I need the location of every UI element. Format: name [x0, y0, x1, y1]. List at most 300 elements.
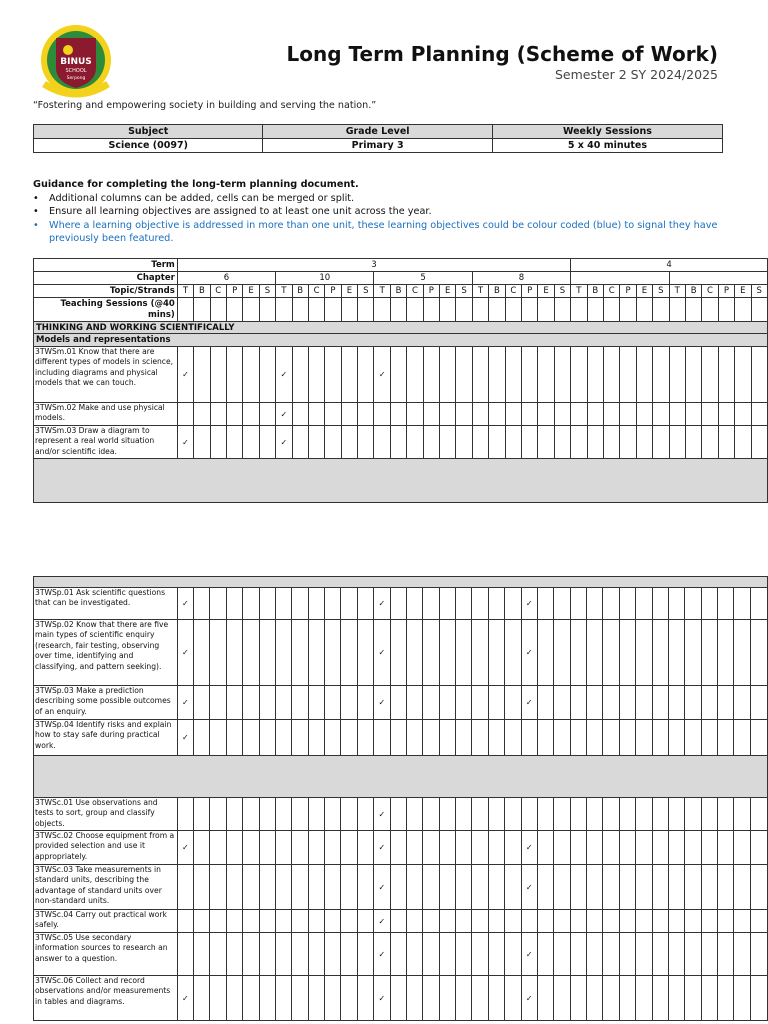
strand-cell	[653, 426, 669, 459]
strand-cell	[587, 933, 603, 976]
strand-letter: C	[210, 285, 226, 298]
term-value: 4	[571, 259, 768, 272]
strand-cell	[357, 588, 373, 620]
sessions-label: Teaching Sessions (@40 mins)	[34, 298, 178, 322]
strand-cell	[587, 298, 603, 322]
section-row	[34, 577, 768, 588]
strand-cell	[488, 686, 504, 720]
term-value: 3	[177, 259, 570, 272]
blank-section	[34, 459, 768, 503]
strand-cell	[292, 403, 308, 426]
strand-cell	[406, 686, 422, 720]
strand-cell	[734, 831, 750, 865]
check-mark: ✓	[374, 976, 390, 1021]
strand-cell	[226, 403, 242, 426]
check-mark: ✓	[374, 933, 390, 976]
strand-cell	[390, 298, 406, 322]
strand-cell	[619, 865, 635, 910]
strand-cell	[177, 865, 193, 910]
strand-cell	[718, 588, 734, 620]
strand-cell	[669, 347, 685, 403]
strand-cell	[226, 298, 242, 322]
strand-cell	[636, 620, 652, 686]
strand-cell	[210, 588, 226, 620]
strand-cell	[358, 347, 374, 403]
strand-cell	[472, 686, 488, 720]
strand-cell	[423, 831, 439, 865]
strand-letter: B	[489, 285, 505, 298]
strand-cell	[357, 686, 373, 720]
strand-cell	[734, 976, 750, 1021]
strand-letter: T	[374, 285, 390, 298]
strand-cell	[325, 298, 341, 322]
strand-cell	[390, 976, 406, 1021]
strand-cell	[243, 865, 259, 910]
strand-cell	[668, 588, 684, 620]
strand-cell	[456, 831, 472, 865]
strand-cell	[194, 933, 210, 976]
strand-cell	[210, 347, 226, 403]
strand-cell	[505, 798, 521, 831]
strand-cell	[226, 865, 242, 910]
strand-cell	[488, 620, 504, 686]
strand-cell	[210, 865, 226, 910]
strand-cell	[554, 976, 570, 1021]
check-mark: ✓	[374, 588, 390, 620]
strand-cell	[423, 347, 439, 403]
strand-cell	[554, 426, 570, 459]
strand-cell	[341, 588, 357, 620]
strand-cell	[407, 298, 423, 322]
strand-cell	[423, 976, 439, 1021]
grade-level-value: Primary 3	[263, 139, 492, 153]
strand-cell	[718, 403, 734, 426]
objective-text: 3TWSm.01 Know that there are different types of models in science, including diagrams and physical models that we can touch.	[34, 347, 178, 403]
strand-cell	[259, 588, 275, 620]
strand-cell	[358, 298, 374, 322]
strand-cell	[439, 720, 455, 756]
strand-cell	[619, 798, 635, 831]
strand-letter: B	[390, 285, 406, 298]
strand-cell	[423, 403, 439, 426]
strand-cell	[489, 298, 505, 322]
strand-cell	[603, 588, 619, 620]
strand-cell	[357, 831, 373, 865]
strand-cell	[636, 933, 652, 976]
strand-cell	[456, 588, 472, 620]
strand-cell	[538, 347, 554, 403]
strand-cell	[587, 798, 603, 831]
strand-cell	[439, 976, 455, 1021]
strand-letter: E	[243, 285, 259, 298]
strand-cell	[194, 831, 210, 865]
strand-cell	[390, 831, 406, 865]
strand-cell	[718, 831, 734, 865]
strand-cell	[652, 720, 668, 756]
strand-cell	[620, 298, 636, 322]
strand-cell	[554, 798, 570, 831]
strand-letter: S	[456, 285, 472, 298]
strand-cell	[652, 588, 668, 620]
strand-cell	[472, 831, 488, 865]
strand-cell	[603, 720, 619, 756]
strand-cell	[325, 865, 341, 910]
strand-cell	[619, 933, 635, 976]
strand-cell	[259, 798, 275, 831]
strand-cell	[374, 426, 390, 459]
objective-row	[34, 831, 768, 865]
strand-cell	[685, 403, 701, 426]
strand-cell	[701, 686, 717, 720]
strand-cell	[406, 620, 422, 686]
strand-cell	[325, 620, 341, 686]
strand-cell	[669, 426, 685, 459]
strand-cell	[325, 720, 341, 756]
logo-text-2: SCHOOL	[65, 68, 87, 74]
strand-cell	[259, 831, 275, 865]
strand-cell	[341, 298, 357, 322]
strand-cell	[259, 976, 275, 1021]
strand-cell	[685, 910, 701, 933]
strand-cell	[619, 588, 635, 620]
strand-cell	[275, 798, 291, 831]
strand-letter: S	[554, 285, 570, 298]
strand-cell	[275, 720, 291, 756]
strand-cell	[341, 686, 357, 720]
strand-cell	[472, 298, 488, 322]
strand-cell	[734, 865, 750, 910]
school-motto: “Fostering and empowering society in building and serving the nation.”	[33, 100, 377, 111]
strand-cell	[275, 620, 291, 686]
strand-cell	[554, 347, 570, 403]
strand-cell	[489, 426, 505, 459]
strand-cell	[341, 976, 357, 1021]
strand-cell	[554, 298, 570, 322]
strand-cell	[718, 798, 734, 831]
strand-cell	[685, 976, 701, 1021]
strand-cell	[750, 910, 767, 933]
objective-text: 3TWSm.02 Make and use physical models.	[34, 403, 178, 426]
strand-cell	[423, 620, 439, 686]
subsection-heading: Models and representations	[34, 334, 768, 347]
strand-cell	[554, 933, 570, 976]
strand-cell	[439, 865, 455, 910]
strand-cell	[488, 933, 504, 976]
strand-cell	[292, 686, 308, 720]
strand-cell	[423, 798, 439, 831]
strand-cell	[636, 686, 652, 720]
chapter-value	[571, 272, 669, 285]
strand-cell	[668, 933, 684, 976]
strand-cell	[275, 686, 291, 720]
strand-cell	[259, 620, 275, 686]
strand-cell	[636, 976, 652, 1021]
strand-cell	[570, 976, 586, 1021]
objective-row	[34, 798, 768, 831]
strand-cell	[521, 298, 537, 322]
strand-cell	[505, 910, 521, 933]
strand-cell	[619, 620, 635, 686]
strand-cell	[751, 347, 768, 403]
spacer-row	[34, 756, 768, 798]
strand-cell	[619, 720, 635, 756]
strand-cell	[652, 933, 668, 976]
strand-cell	[194, 686, 210, 720]
strand-cell	[243, 426, 259, 459]
strand-cell	[603, 298, 619, 322]
strand-cell	[226, 976, 242, 1021]
strand-cell	[325, 686, 341, 720]
strand-cell	[276, 298, 292, 322]
strand-cell	[488, 976, 504, 1021]
strand-cell	[275, 831, 291, 865]
strand-cell	[570, 720, 586, 756]
objective-text: 3TWSc.02 Choose equipment from a provided selection and use it appropriately.	[34, 831, 178, 865]
strand-cell	[325, 403, 341, 426]
strand-cell	[439, 798, 455, 831]
strand-cell	[505, 588, 521, 620]
strand-cell	[325, 831, 341, 865]
strand-cell	[685, 798, 701, 831]
strand-cell	[390, 720, 406, 756]
strand-cell	[308, 298, 324, 322]
strand-cell	[292, 426, 308, 459]
check-mark: ✓	[374, 798, 390, 831]
strand-cell	[734, 798, 750, 831]
strand-cell	[554, 720, 570, 756]
strand-cell	[734, 588, 750, 620]
strand-cell	[751, 426, 768, 459]
strand-cell	[226, 347, 242, 403]
strand-cell	[440, 403, 456, 426]
strand-cell	[390, 865, 406, 910]
strand-cell	[275, 865, 291, 910]
strand-cell	[406, 865, 422, 910]
strand-cell	[292, 831, 308, 865]
strand-cell	[537, 910, 553, 933]
strand-cell	[702, 347, 718, 403]
strand-cell	[259, 933, 275, 976]
strand-cell	[308, 686, 324, 720]
strand-cell	[718, 620, 734, 686]
subject-value: Science (0097)	[34, 139, 263, 153]
strand-cell	[292, 298, 308, 322]
objective-row	[34, 910, 768, 933]
strand-letter: P	[620, 285, 636, 298]
strand-cell	[406, 976, 422, 1021]
strand-cell	[537, 720, 553, 756]
strand-cell	[407, 403, 423, 426]
strand-letter: E	[538, 285, 554, 298]
strand-cell	[603, 347, 619, 403]
strand-cell	[456, 620, 472, 686]
page-title: Long Term Planning (Scheme of Work)	[286, 42, 718, 66]
strand-cell	[210, 910, 226, 933]
strand-cell	[194, 588, 210, 620]
check-mark: ✓	[374, 347, 390, 403]
strand-cell	[259, 347, 275, 403]
strand-cell	[636, 403, 652, 426]
strand-cell	[243, 298, 259, 322]
strand-cell	[194, 910, 210, 933]
strand-cell	[750, 798, 767, 831]
strand-letter: P	[226, 285, 242, 298]
strand-cell	[636, 347, 652, 403]
strand-cell	[341, 347, 357, 403]
strand-cell	[472, 720, 488, 756]
strand-cell	[341, 865, 357, 910]
strand-cell	[685, 865, 701, 910]
strand-letter: S	[358, 285, 374, 298]
strand-cell	[243, 976, 259, 1021]
strand-cell	[636, 910, 652, 933]
objective-text: 3TWSc.03 Take measurements in standard units, describing the advantage of standard units over non-standard units.	[34, 865, 178, 910]
strand-cell	[177, 298, 193, 322]
strand-cell	[456, 933, 472, 976]
strand-cell	[358, 403, 374, 426]
strand-cell	[652, 865, 668, 910]
strand-cell	[571, 426, 587, 459]
topic-label: Topic/Strands	[34, 285, 178, 298]
strand-letter: S	[751, 285, 768, 298]
strand-cell	[505, 403, 521, 426]
strand-cell	[488, 798, 504, 831]
strand-cell	[587, 426, 603, 459]
strand-cell	[620, 403, 636, 426]
strand-cell	[292, 865, 308, 910]
strand-cell	[685, 298, 701, 322]
strand-cell	[226, 798, 242, 831]
strand-cell	[701, 831, 717, 865]
strand-cell	[456, 720, 472, 756]
objective-row	[34, 933, 768, 976]
strand-cell	[243, 798, 259, 831]
objective-text: 3TWSc.05 Use secondary information sources to research an answer to a question.	[34, 933, 178, 976]
strand-cell	[472, 976, 488, 1021]
strand-cell	[734, 933, 750, 976]
check-mark: ✓	[521, 588, 537, 620]
strand-cell	[226, 831, 242, 865]
strand-cell	[751, 403, 768, 426]
strand-cell	[243, 720, 259, 756]
strand-cell	[701, 976, 717, 1021]
strand-cell	[194, 403, 210, 426]
strand-cell	[292, 588, 308, 620]
strand-cell	[505, 620, 521, 686]
strand-cell	[521, 798, 537, 831]
strand-cell	[603, 403, 619, 426]
strand-cell	[194, 865, 210, 910]
strand-cell	[488, 720, 504, 756]
strand-cell	[341, 798, 357, 831]
strand-cell	[439, 588, 455, 620]
strand-cell	[751, 298, 768, 322]
strand-cell	[210, 933, 226, 976]
strand-cell	[243, 831, 259, 865]
check-mark: ✓	[177, 620, 193, 686]
strand-cell	[505, 831, 521, 865]
strand-letter: P	[423, 285, 439, 298]
strand-cell	[440, 347, 456, 403]
strand-cell	[537, 933, 553, 976]
guidance-section	[33, 178, 733, 246]
strand-cell	[194, 347, 210, 403]
objective-row	[34, 426, 768, 459]
strand-cell	[423, 720, 439, 756]
strand-cell	[636, 720, 652, 756]
strand-cell	[275, 933, 291, 976]
strand-cell	[357, 620, 373, 686]
strand-cell	[259, 426, 275, 459]
strand-cell	[636, 298, 652, 322]
strand-cell	[456, 347, 472, 403]
strand-cell	[750, 831, 767, 865]
objective-text: 3TWSc.01 Use observations and tests to sort, group and classify objects.	[34, 798, 178, 831]
strand-cell	[685, 347, 701, 403]
strand-cell	[718, 976, 734, 1021]
blank-section	[34, 577, 768, 588]
check-mark: ✓	[177, 588, 193, 620]
strand-cell	[636, 831, 652, 865]
objective-text: 3TWSp.04 Identify risks and explain how to stay safe during practical work.	[34, 720, 178, 756]
strand-letter: T	[177, 285, 193, 298]
strand-cell	[390, 426, 406, 459]
strand-cell	[177, 910, 193, 933]
strand-cell	[554, 910, 570, 933]
check-mark: ✓	[521, 865, 537, 910]
strand-cell	[554, 620, 570, 686]
planning-table-top	[33, 258, 768, 503]
strand-cell	[718, 933, 734, 976]
strand-cell	[390, 588, 406, 620]
strand-cell	[210, 720, 226, 756]
strand-cell	[423, 933, 439, 976]
objective-row	[34, 686, 768, 720]
chapter-value: 5	[374, 272, 472, 285]
strand-cell	[341, 933, 357, 976]
strand-cell	[587, 865, 603, 910]
objective-row	[34, 865, 768, 910]
chapter-value: 8	[472, 272, 570, 285]
strand-cell	[554, 686, 570, 720]
strand-cell	[325, 588, 341, 620]
objective-row	[34, 720, 768, 756]
strand-cell	[669, 403, 685, 426]
strand-cell	[735, 298, 751, 322]
subject-info-table	[33, 124, 723, 153]
strand-cell	[734, 910, 750, 933]
strand-letter: S	[653, 285, 669, 298]
strand-cell	[308, 720, 324, 756]
strand-cell	[374, 298, 390, 322]
strand-cell	[685, 588, 701, 620]
strand-cell	[308, 910, 324, 933]
strand-cell	[685, 426, 701, 459]
strand-cell	[292, 620, 308, 686]
strand-cell	[521, 426, 537, 459]
strand-cell	[325, 933, 341, 976]
strand-cell	[702, 298, 718, 322]
strand-cell	[537, 831, 553, 865]
strand-cell	[537, 686, 553, 720]
term-label: Term	[34, 259, 178, 272]
strand-cell	[488, 831, 504, 865]
strand-letter: C	[505, 285, 521, 298]
strand-cell	[210, 976, 226, 1021]
objective-row	[34, 976, 768, 1021]
strand-cell	[456, 403, 472, 426]
strand-cell	[243, 933, 259, 976]
